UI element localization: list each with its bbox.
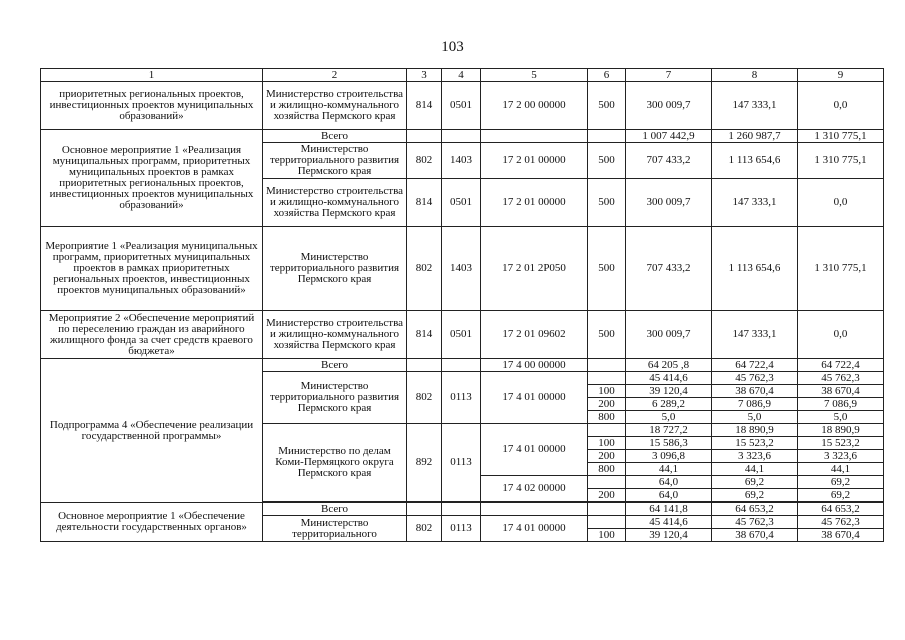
table-row xyxy=(41,227,884,311)
table-row xyxy=(41,359,884,372)
expense-type-cell xyxy=(588,476,626,489)
ministry-cell: Министерство территориального развития Пермского края xyxy=(263,143,407,179)
ministry-cell: Министерство территориального развития Пермского края xyxy=(263,227,407,311)
column-header: 9 xyxy=(798,69,884,82)
column-header: 6 xyxy=(588,69,626,82)
value-cell: 38 670,4 xyxy=(798,385,884,398)
column-header: 7 xyxy=(626,69,712,82)
value-cell: 15 523,2 xyxy=(798,437,884,450)
section-cell: 1403 xyxy=(442,143,481,179)
value-cell: 300 009,7 xyxy=(626,179,712,227)
value-cell: 1 113 654,6 xyxy=(712,143,798,179)
budget-table xyxy=(40,68,884,542)
value-cell: 1 007 442,9 xyxy=(626,130,712,143)
item-name: Основное мероприятие 1 «Обеспечение деятельности государственных органов» xyxy=(41,503,263,542)
value-cell: 18 890,9 xyxy=(712,424,798,437)
ministry-cell: Министерство территориального xyxy=(263,516,407,542)
value-cell: 15 523,2 xyxy=(712,437,798,450)
value-cell: 44,1 xyxy=(712,463,798,476)
value-cell: 69,2 xyxy=(798,476,884,489)
column-header: 8 xyxy=(712,69,798,82)
section-cell: 0113 xyxy=(442,516,481,542)
value-cell: 0,0 xyxy=(798,311,884,359)
ministry-cell: Министерство по делам Коми-Пермяцкого округа Пермского края xyxy=(263,424,407,502)
code-cell: 814 xyxy=(407,179,442,227)
expense-type-cell: 800 xyxy=(588,411,626,424)
column-header: 2 xyxy=(263,69,407,82)
value-cell: 64 653,2 xyxy=(712,503,798,516)
value-cell: 147 333,1 xyxy=(712,179,798,227)
value-cell: 15 586,3 xyxy=(626,437,712,450)
value-cell: 300 009,7 xyxy=(626,311,712,359)
ministry-cell: Министерство территориального развития Пермского края xyxy=(263,372,407,424)
value-cell: 64,0 xyxy=(626,489,712,502)
total-label: Всего xyxy=(263,130,407,143)
value-cell: 69,2 xyxy=(712,476,798,489)
code-cell: 802 xyxy=(407,372,442,424)
value-cell: 7 086,9 xyxy=(712,398,798,411)
value-cell: 44,1 xyxy=(798,463,884,476)
value-cell: 45 762,3 xyxy=(712,372,798,385)
expense-type-cell xyxy=(588,424,626,437)
expense-type-cell: 500 xyxy=(588,227,626,311)
value-cell: 64,0 xyxy=(626,476,712,489)
code-cell: 814 xyxy=(407,82,442,130)
section-cell: 0501 xyxy=(442,82,481,130)
value-cell: 5,0 xyxy=(712,411,798,424)
value-cell: 1 310 775,1 xyxy=(798,143,884,179)
expense-type-cell: 200 xyxy=(588,489,626,502)
value-cell: 45 762,3 xyxy=(798,516,884,529)
column-header: 1 xyxy=(41,69,263,82)
value-cell: 5,0 xyxy=(626,411,712,424)
table-row xyxy=(41,130,884,143)
value-cell: 38 670,4 xyxy=(798,529,884,542)
expense-type-cell: 200 xyxy=(588,398,626,411)
value-cell: 1 113 654,6 xyxy=(712,227,798,311)
value-cell: 18 890,9 xyxy=(798,424,884,437)
target-article-cell: 17 4 02 00000 xyxy=(481,476,588,502)
item-name: Подпрограмма 4 «Обеспечение реализации государственной программы» xyxy=(41,359,263,503)
section-cell: 1403 xyxy=(442,227,481,311)
column-header: 4 xyxy=(442,69,481,82)
item-name: Основное мероприятие 1 «Реализация муниципальных программ, приоритетных муниципальных проектов в рамках приоритетных региональных проектов, инвестиционных проектов муниципальных образований» xyxy=(41,130,263,227)
value-cell: 6 289,2 xyxy=(626,398,712,411)
value-cell: 0,0 xyxy=(798,82,884,130)
table-row xyxy=(41,503,884,516)
value-cell: 0,0 xyxy=(798,179,884,227)
code-cell: 814 xyxy=(407,311,442,359)
column-header: 5 xyxy=(481,69,588,82)
target-article-cell: 17 2 00 00000 xyxy=(481,82,588,130)
ministry-cell: Министерство строительства и жилищно-коммунального хозяйства Пермского края xyxy=(263,179,407,227)
value-cell: 64 722,4 xyxy=(712,359,798,372)
total-label: Всего xyxy=(263,503,407,516)
value-cell: 1 310 775,1 xyxy=(798,130,884,143)
table-row xyxy=(41,82,884,130)
value-cell: 45 762,3 xyxy=(798,372,884,385)
value-cell: 44,1 xyxy=(626,463,712,476)
value-cell: 7 086,9 xyxy=(798,398,884,411)
section-cell: 0113 xyxy=(442,372,481,424)
code-cell: 892 xyxy=(407,424,442,502)
expense-type-cell: 200 xyxy=(588,450,626,463)
expense-type-cell: 500 xyxy=(588,179,626,227)
expense-type-cell: 500 xyxy=(588,143,626,179)
value-cell: 3 323,6 xyxy=(798,450,884,463)
value-cell: 147 333,1 xyxy=(712,311,798,359)
value-cell: 3 323,6 xyxy=(712,450,798,463)
value-cell: 45 414,6 xyxy=(626,372,712,385)
value-cell: 707 433,2 xyxy=(626,227,712,311)
target-article-cell: 17 4 00 00000 xyxy=(481,359,588,372)
ministry-cell: Министерство строительства и жилищно-коммунального хозяйства Пермского края xyxy=(263,311,407,359)
value-cell: 39 120,4 xyxy=(626,529,712,542)
code-cell: 802 xyxy=(407,143,442,179)
target-article-cell: 17 2 01 00000 xyxy=(481,179,588,227)
table-row xyxy=(41,311,884,359)
value-cell: 3 096,8 xyxy=(626,450,712,463)
value-cell: 5,0 xyxy=(798,411,884,424)
total-label: Всего xyxy=(263,359,407,372)
value-cell: 18 727,2 xyxy=(626,424,712,437)
target-article-cell: 17 2 01 00000 xyxy=(481,143,588,179)
expense-type-cell: 500 xyxy=(588,82,626,130)
value-cell: 38 670,4 xyxy=(712,385,798,398)
section-cell: 0501 xyxy=(442,311,481,359)
value-cell: 1 260 987,7 xyxy=(712,130,798,143)
value-cell: 45 414,6 xyxy=(626,516,712,529)
value-cell: 64 722,4 xyxy=(798,359,884,372)
value-cell: 64 653,2 xyxy=(798,503,884,516)
section-cell: 0113 xyxy=(442,424,481,502)
target-article-cell: 17 4 01 00000 xyxy=(481,372,588,424)
value-cell: 45 762,3 xyxy=(712,516,798,529)
expense-type-cell xyxy=(588,372,626,385)
value-cell: 38 670,4 xyxy=(712,529,798,542)
item-name: Мероприятие 2 «Обеспечение мероприятий по переселению граждан из аварийного жилищного фонда за счет средств краевого бюджета» xyxy=(41,311,263,359)
value-cell: 69,2 xyxy=(798,489,884,502)
column-header: 3 xyxy=(407,69,442,82)
expense-type-cell: 100 xyxy=(588,437,626,450)
code-cell: 802 xyxy=(407,227,442,311)
target-article-cell: 17 2 01 09602 xyxy=(481,311,588,359)
item-name: приоритетных региональных проектов, инвестиционных проектов муниципальных образований» xyxy=(41,82,263,130)
value-cell: 300 009,7 xyxy=(626,82,712,130)
value-cell: 64 205 ,8 xyxy=(626,359,712,372)
value-cell: 1 310 775,1 xyxy=(798,227,884,311)
target-article-cell: 17 4 01 00000 xyxy=(481,516,588,542)
value-cell: 64 141,8 xyxy=(626,503,712,516)
code-cell: 802 xyxy=(407,516,442,542)
target-article-cell: 17 2 01 2Р050 xyxy=(481,227,588,311)
expense-type-cell: 500 xyxy=(588,311,626,359)
value-cell: 147 333,1 xyxy=(712,82,798,130)
item-name: Мероприятие 1 «Реализация муниципальных программ, приоритетных муниципальных проектов в рамках приоритетных региональных проектов, инвестиционных проектов муниципальных образований» xyxy=(41,227,263,311)
value-cell: 39 120,4 xyxy=(626,385,712,398)
expense-type-cell xyxy=(588,516,626,529)
expense-type-cell: 100 xyxy=(588,529,626,542)
value-cell: 69,2 xyxy=(712,489,798,502)
page-number: 103 xyxy=(441,39,464,55)
ministry-cell: Министерство строительства и жилищно-коммунального хозяйства Пермского края xyxy=(263,82,407,130)
expense-type-cell: 800 xyxy=(588,463,626,476)
section-cell: 0501 xyxy=(442,179,481,227)
target-article-cell: 17 4 01 00000 xyxy=(481,424,588,476)
value-cell: 707 433,2 xyxy=(626,143,712,179)
column-header-row xyxy=(41,69,884,82)
expense-type-cell: 100 xyxy=(588,385,626,398)
